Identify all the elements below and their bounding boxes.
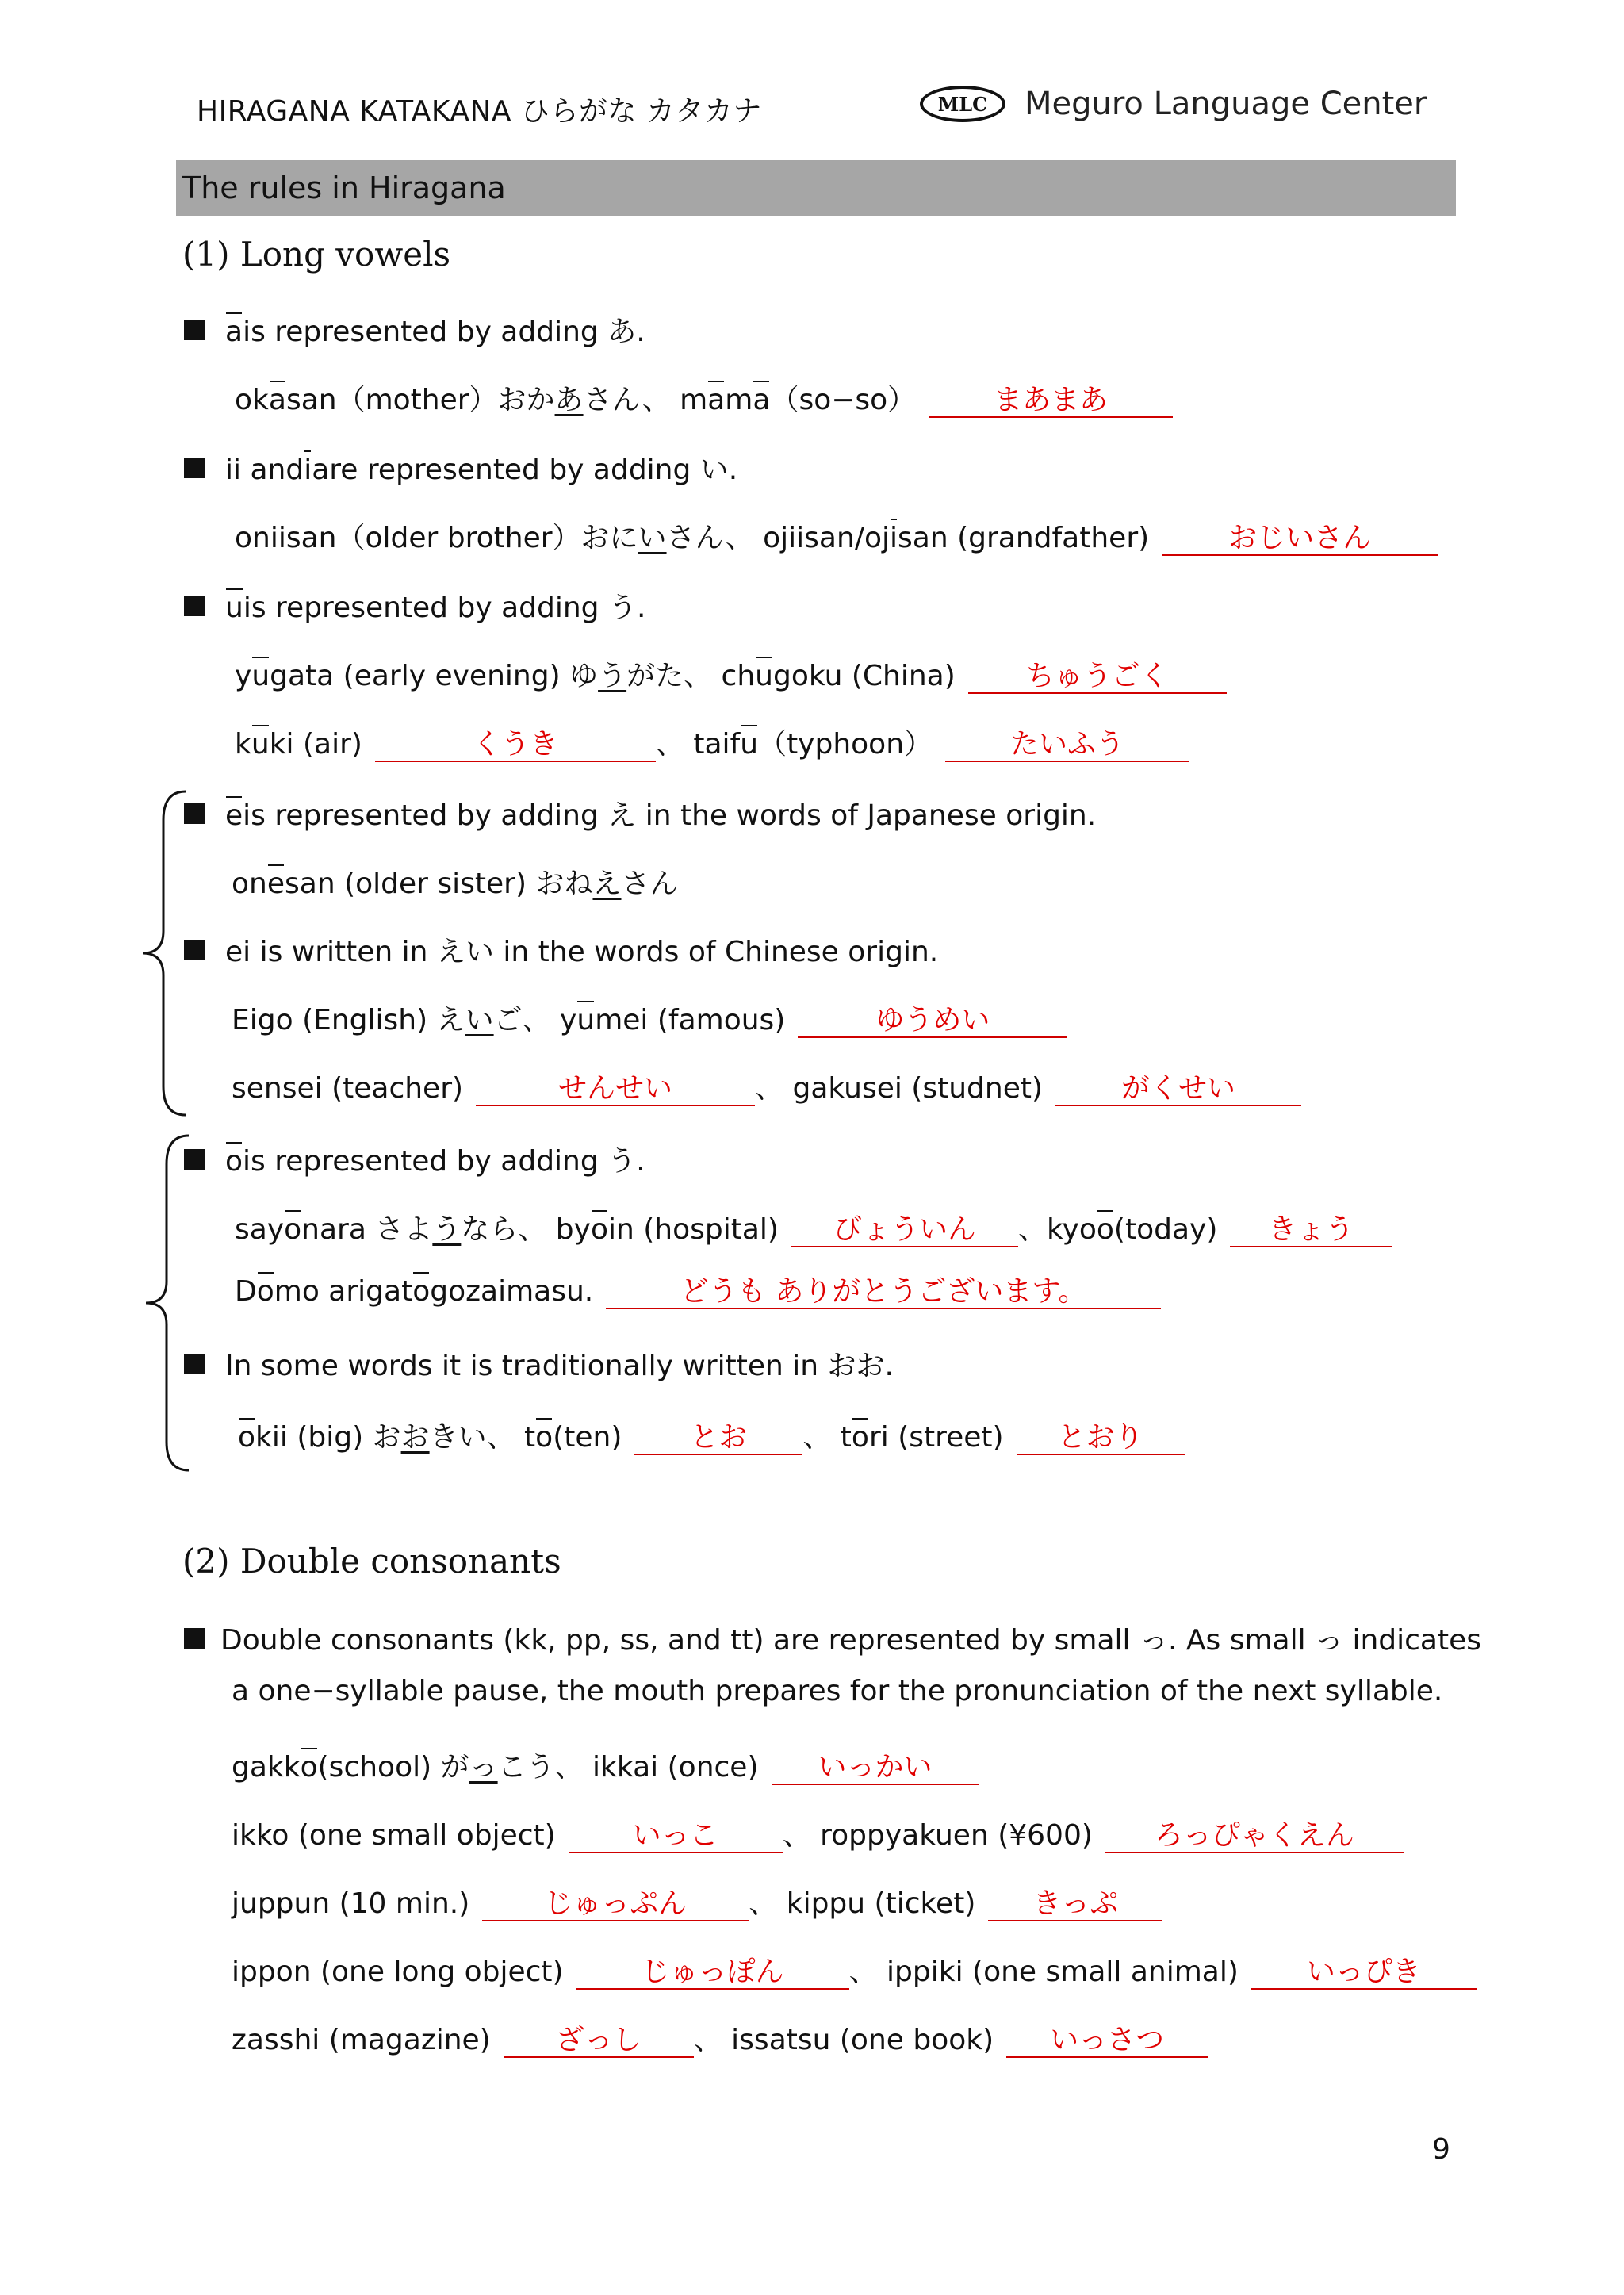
example-oo: o kii (big) お お きい、 t o (ten) とお 、 t o ri (street) とおり: [238, 1415, 1185, 1455]
rule-a: a is represented by adding あ.: [184, 309, 645, 350]
page-number: 9: [1432, 2133, 1450, 2166]
answer-blank: ちゅうごく: [968, 660, 1227, 694]
answer-blank: せんせい: [476, 1072, 755, 1106]
example-ei-1: Eigo (English) え い ご、 y u mei (famous) ゆうめい: [232, 998, 1067, 1038]
example-ei-2: sensei (teacher) せんせい 、 gakusei (studnet) がくせい: [232, 1066, 1301, 1106]
answer-blank: きょう: [1230, 1213, 1392, 1247]
rule-e: e is represented by adding え in the words of Japanese origin.: [184, 793, 1096, 833]
answer-blank: がくせい: [1055, 1072, 1301, 1106]
header-brand-block: [920, 86, 1427, 122]
answer-blank: じゅっぷん: [482, 1887, 749, 1921]
answer-blank: じゅっぽん: [576, 1956, 849, 1990]
answer-blank: ろっぴゃくえん: [1105, 1819, 1404, 1853]
answer-blank: とお: [634, 1421, 802, 1455]
example-o-1: say o nara さよ う なら、 by o in (hospital) びょういん 、kyo o (today) きょう: [235, 1207, 1392, 1247]
answer-blank: たいふう: [945, 728, 1189, 762]
answer-blank: とおり: [1017, 1421, 1185, 1455]
double-example-5: zasshi (magazine) ざっし 、 issatsu (one book) いっさつ: [232, 2017, 1208, 2058]
double-consonants-rule-line-2: a one−syllable pause, the mouth prepares for the pronunciation of the next syllable.: [232, 1675, 1443, 1707]
answer-blank: まあまあ: [929, 384, 1173, 418]
long-vowels-heading: (1) Long vowels: [182, 235, 451, 274]
double-example-1: gakk o (school) が っ こう、 ikkai (once) いっかい: [232, 1745, 979, 1785]
answer-blank: びょういん: [791, 1213, 1018, 1247]
double-example-4: ippon (one long object) じゅっぽん 、 ippiki (one small animal) いっぴき: [232, 1949, 1477, 1990]
answer-blank: いっこ: [569, 1819, 783, 1853]
double-consonants-rule-line-1: Double consonants (kk, pp, ss, and tt) are represented by small っ. As small っ indicates: [184, 1618, 1481, 1658]
rule-o: o is represented by adding う.: [184, 1139, 645, 1179]
answer-blank: いっかい: [772, 1751, 979, 1785]
example-u-1: y u gata (early evening) ゆ う がた、 ch u goku (China) ちゅうごく: [235, 653, 1227, 694]
bullet-square-icon: [184, 320, 205, 340]
brace-e-group-icon: [140, 788, 187, 1118]
answer-blank: いっぴき: [1251, 1956, 1477, 1990]
answer-blank: おじいさん: [1162, 522, 1438, 556]
rule-ei: ei is written in えい in the words of Chinese origin.: [184, 929, 938, 970]
bullet-square-icon: [184, 1628, 205, 1649]
double-example-3: juppun (10 min.) じゅっぷん 、 kippu (ticket) きっぷ: [232, 1881, 1162, 1921]
answer-blank: くうき: [375, 728, 656, 762]
double-example-2: ikko (one small object) いっこ 、 roppyakuen (¥600) ろっぴゃくえん: [232, 1813, 1404, 1853]
bullet-square-icon: [184, 596, 205, 616]
brand-name: Meguro Language Center: [1025, 86, 1427, 122]
double-consonants-heading: (2) Double consonants: [182, 1542, 561, 1580]
answer-blank: ざっし: [504, 2024, 694, 2058]
answer-blank: どうも ありがとうございます。: [606, 1275, 1161, 1309]
answer-blank: ゆうめい: [798, 1004, 1067, 1038]
bullet-square-icon: [184, 1149, 205, 1170]
bullet-square-icon: [184, 1354, 205, 1374]
bullet-square-icon: [184, 458, 205, 478]
header-title: HIRAGANA KATAKANA ひらがな カタカナ: [197, 95, 762, 128]
mlc-logo: MLC: [920, 86, 1005, 122]
bullet-square-icon: [184, 803, 205, 824]
bullet-square-icon: [184, 940, 205, 960]
example-e: on e san (older sister) おね え さん: [232, 868, 679, 900]
example-a: ok a san（mother）おか あ さん、 m a m a （so−so） まあまあ: [235, 377, 1173, 418]
example-i: oniisan（older brother）おに い さん、 ojiisan/oj i san (grandfather) おじいさん: [235, 515, 1438, 556]
rule-u: u is represented by adding う.: [184, 585, 645, 626]
answer-blank: いっさつ: [1006, 2024, 1208, 2058]
brace-o-group-icon: [143, 1132, 190, 1473]
section-title: The rules in Hiragana: [182, 170, 506, 205]
example-o-2: D o mo arigat o gozaimasu. どうも ありがとうございます。: [235, 1275, 1161, 1309]
section-title-bar: [176, 160, 1456, 216]
rule-oo: In some words it is traditionally written in おお.: [184, 1343, 894, 1384]
rule-i: ii and i are represented by adding い.: [184, 447, 737, 488]
answer-blank: きっぷ: [988, 1887, 1162, 1921]
example-u-2: k u ki (air) くうき 、 taif u （typhoon） たいふう: [235, 722, 1189, 762]
